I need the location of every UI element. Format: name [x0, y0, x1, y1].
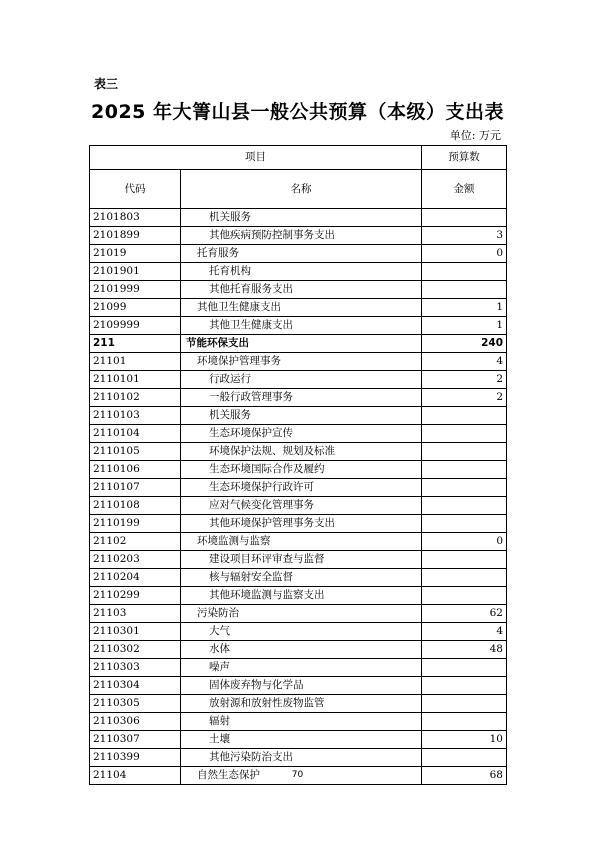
row-name: 机关服务	[181, 209, 422, 227]
row-amount: 2	[422, 371, 507, 389]
row-amount	[422, 281, 507, 299]
row-name: 环境监测与监察	[181, 533, 422, 551]
row-code: 2110299	[90, 587, 181, 605]
row-amount: 0	[422, 533, 507, 551]
row-name: 噪声	[181, 659, 422, 677]
row-amount	[422, 551, 507, 569]
row-amount	[422, 695, 507, 713]
unit-label: 单位: 万元	[449, 129, 501, 142]
header-budget: 预算数	[422, 146, 507, 170]
table-row	[90, 749, 507, 767]
row-amount	[422, 677, 507, 695]
row-name: 放射源和放射性废物监管	[181, 695, 422, 713]
table-row	[90, 209, 507, 227]
row-amount	[422, 407, 507, 425]
table-row	[90, 425, 507, 443]
row-name: 应对气候变化管理事务	[181, 497, 422, 515]
row-name: 其他污染防治支出	[181, 749, 422, 767]
row-code: 2110107	[90, 479, 181, 497]
row-name: 水体	[181, 641, 422, 659]
row-code: 2110108	[90, 497, 181, 515]
row-amount	[422, 209, 507, 227]
row-amount: 48	[422, 641, 507, 659]
row-code: 2110102	[90, 389, 181, 407]
row-code: 2110399	[90, 749, 181, 767]
row-code: 2110302	[90, 641, 181, 659]
row-name: 其他托育服务支出	[181, 281, 422, 299]
row-code: 2110101	[90, 371, 181, 389]
row-amount: 3	[422, 227, 507, 245]
row-name: 建设项目环评审查与监督	[181, 551, 422, 569]
header-code: 代码	[90, 170, 181, 209]
table-row	[90, 641, 507, 659]
table-row	[90, 299, 507, 317]
row-amount: 2	[422, 389, 507, 407]
row-name: 固体废弃物与化学品	[181, 677, 422, 695]
table-row	[90, 677, 507, 695]
row-name: 核与辐射安全监督	[181, 569, 422, 587]
row-name: 自然生态保护	[181, 767, 422, 785]
table-row	[90, 245, 507, 263]
row-amount	[422, 587, 507, 605]
row-amount	[422, 659, 507, 677]
row-amount	[422, 461, 507, 479]
table-row	[90, 407, 507, 425]
table-row	[90, 659, 507, 677]
row-name: 生态环境保护行政许可	[181, 479, 422, 497]
row-code: 21099	[90, 299, 181, 317]
row-code: 2101999	[90, 281, 181, 299]
row-code: 2110103	[90, 407, 181, 425]
row-amount	[422, 497, 507, 515]
header-row-1	[90, 146, 507, 170]
row-code: 2110303	[90, 659, 181, 677]
row-code: 2101899	[90, 227, 181, 245]
page-title: 2025 年大箐山县一般公共预算（本级）支出表	[91, 101, 504, 123]
row-amount	[422, 263, 507, 281]
row-code: 2110104	[90, 425, 181, 443]
table-row	[90, 623, 507, 641]
table-row	[90, 533, 507, 551]
table-row	[90, 605, 507, 623]
row-amount: 10	[422, 731, 507, 749]
row-name: 行政运行	[181, 371, 422, 389]
row-name: 一般行政管理事务	[181, 389, 422, 407]
row-amount	[422, 515, 507, 533]
table-row	[90, 263, 507, 281]
row-amount: 4	[422, 623, 507, 641]
row-amount	[422, 749, 507, 767]
row-amount: 62	[422, 605, 507, 623]
row-amount: 4	[422, 353, 507, 371]
row-code: 2110306	[90, 713, 181, 731]
row-code: 2101803	[90, 209, 181, 227]
row-amount: 240	[422, 335, 507, 353]
row-code: 2110301	[90, 623, 181, 641]
table-row	[90, 731, 507, 749]
table-row	[90, 443, 507, 461]
table-label: 表三	[94, 77, 119, 91]
table-row	[90, 479, 507, 497]
row-name: 环境保护法规、规划及标准	[181, 443, 422, 461]
row-amount	[422, 713, 507, 731]
row-name: 污染防治	[181, 605, 422, 623]
row-code: 2110204	[90, 569, 181, 587]
row-code: 2110304	[90, 677, 181, 695]
row-code: 2109999	[90, 317, 181, 335]
row-name: 大气	[181, 623, 422, 641]
budget-table	[89, 145, 507, 785]
table-row	[90, 353, 507, 371]
header-amount: 金额	[422, 170, 507, 209]
row-code: 2110305	[90, 695, 181, 713]
header-name: 名称	[181, 170, 422, 209]
table-row	[90, 389, 507, 407]
table-row	[90, 461, 507, 479]
row-code: 2110105	[90, 443, 181, 461]
row-amount	[422, 569, 507, 587]
row-code: 21102	[90, 533, 181, 551]
row-amount: 0	[422, 245, 507, 263]
row-amount	[422, 479, 507, 497]
row-name: 节能环保支出	[181, 335, 422, 353]
row-code: 2110199	[90, 515, 181, 533]
table-row	[90, 713, 507, 731]
row-name: 生态环境国际合作及履约	[181, 461, 422, 479]
row-code: 2110106	[90, 461, 181, 479]
row-code: 21101	[90, 353, 181, 371]
table-row	[90, 371, 507, 389]
row-code: 21103	[90, 605, 181, 623]
row-name: 土壤	[181, 731, 422, 749]
table-row	[90, 551, 507, 569]
table-row	[90, 587, 507, 605]
table-row	[90, 281, 507, 299]
row-name: 环境保护管理事务	[181, 353, 422, 371]
table-row	[90, 227, 507, 245]
row-amount: 1	[422, 299, 507, 317]
row-name: 其他卫生健康支出	[181, 317, 422, 335]
row-name: 其他环境保护管理事务支出	[181, 515, 422, 533]
row-name: 其他疾病预防控制事务支出	[181, 227, 422, 245]
table-row	[90, 335, 507, 353]
row-name: 托育服务	[181, 245, 422, 263]
row-code: 211	[90, 335, 181, 353]
row-amount: 1	[422, 317, 507, 335]
table-row	[90, 497, 507, 515]
table-row	[90, 515, 507, 533]
row-name: 托育机构	[181, 263, 422, 281]
row-code: 2110307	[90, 731, 181, 749]
row-amount	[422, 425, 507, 443]
header-project: 项目	[90, 146, 422, 170]
row-code: 2110203	[90, 551, 181, 569]
row-code: 21104	[90, 767, 181, 785]
row-name: 机关服务	[181, 407, 422, 425]
table-row	[90, 695, 507, 713]
row-name: 生态环境保护宣传	[181, 425, 422, 443]
row-amount: 68	[422, 767, 507, 785]
row-code: 2101901	[90, 263, 181, 281]
row-name: 辐射	[181, 713, 422, 731]
row-name: 其他环境监测与监察支出	[181, 587, 422, 605]
table-row	[90, 317, 507, 335]
header-row-2	[90, 170, 507, 209]
row-name: 其他卫生健康支出	[181, 299, 422, 317]
table-row	[90, 569, 507, 587]
row-amount	[422, 443, 507, 461]
page-number: 70	[291, 770, 304, 780]
row-code: 21019	[90, 245, 181, 263]
